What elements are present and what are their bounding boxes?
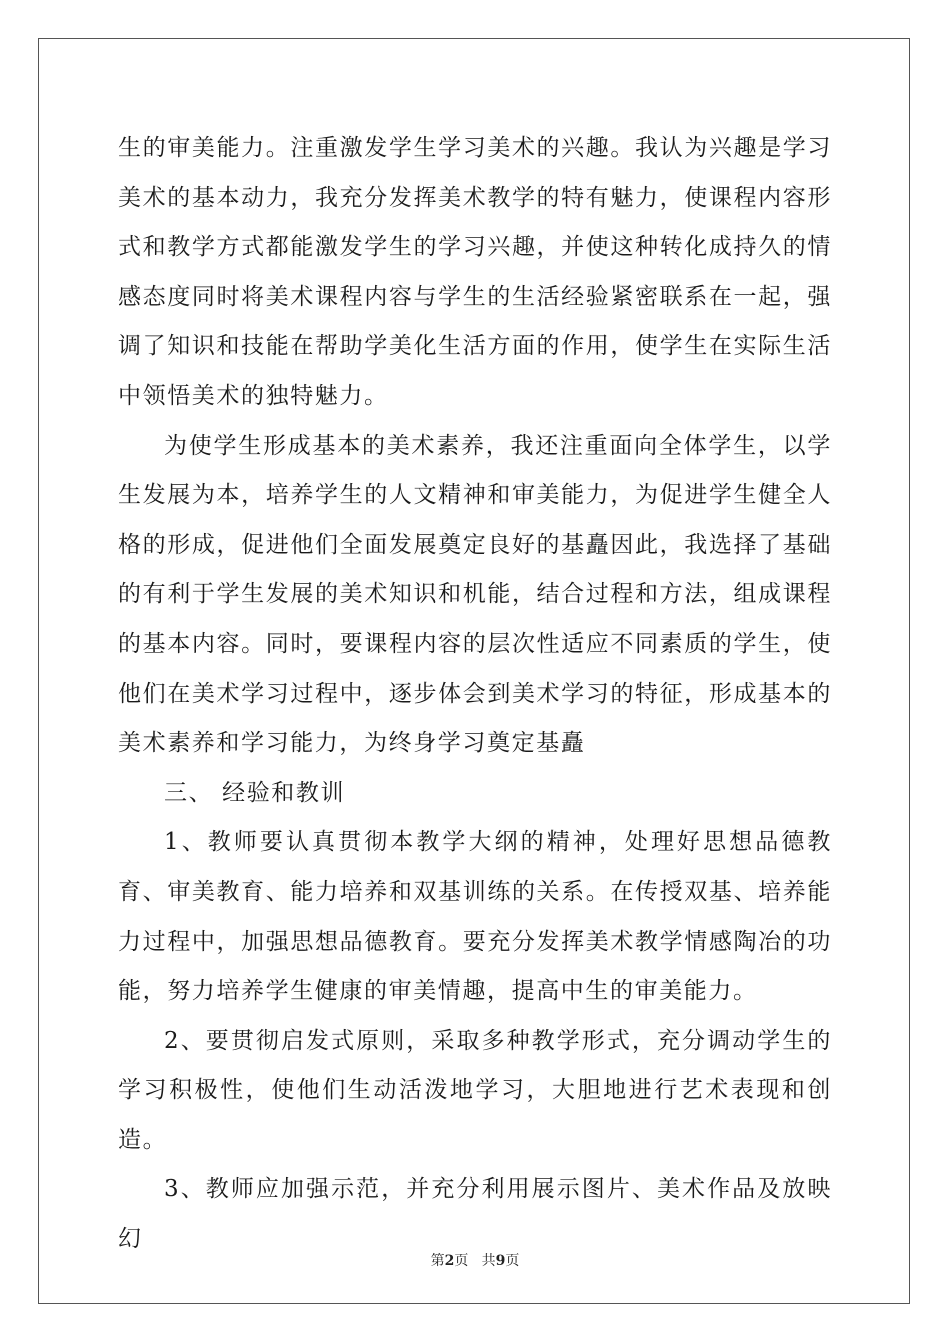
total-prefix: 共 xyxy=(481,1253,496,1269)
page-prefix: 第 xyxy=(430,1253,445,1269)
paragraph-item-2: 2、要贯彻启发式原则，采取多种教学形式，充分调动学生的学习积极性，使他们生动活泼地学习，大胆地进行艺术表现和创造。 xyxy=(118,1027,832,1153)
total-suffix: 页 xyxy=(505,1253,520,1269)
total-pages: 9 xyxy=(495,1253,506,1269)
section-heading: 三、 经验和教训 xyxy=(164,779,346,806)
document-body xyxy=(118,124,832,1265)
paragraph-2: 为使学生形成基本的美术素养，我还注重面向全体学生，以学生发展为本，培养学生的人文精神和审美能力，为促进学生健全人格的形成，促进他们全面发展奠定良好的基矗因此，我选择了基础的有利于学生发展的美术知识和机能，结合过程和方法，组成课程的基本内容。同时，要课程内容的层次性适应不同素质的学生，使他们在美术学习过程中，逐步体会到美术学习的特征，形成基本的美术素养和学习能力，为终身学习奠定基矗 xyxy=(118,432,832,757)
page-footer xyxy=(0,1250,950,1270)
paragraph-item-1: 1、教师要认真贯彻本教学大纲的精神，处理好思想品德教育、审美教育、能力培养和双基训练的关系。在传授双基、培养能力过程中，加强思想品德教育。要充分发挥美术教学情感陶冶的功能，努力培养学生健康的审美情趣，提高中生的审美能力。 xyxy=(118,829,832,1005)
paragraph-item-3: 3、教师应加强示范，并充分利用展示图片、美术作品及放映幻 xyxy=(118,1176,832,1253)
page-number: 2 xyxy=(444,1253,455,1269)
page-suffix: 页 xyxy=(454,1253,469,1269)
paragraph-1: 生的审美能力。注重激发学生学习美术的兴趣。我认为兴趣是学习美术的基本动力，我充分发挥美术教学的特有魅力，使课程内容形式和教学方式都能激发学生的学习兴趣，并使这种转化成持久的情感态度同时将美术课程内容与学生的生活经验紧密联系在一起，强调了知识和技能在帮助学美化生活方面的作用，使学生在实际生活中领悟美术的独特魅力。 xyxy=(118,135,832,409)
